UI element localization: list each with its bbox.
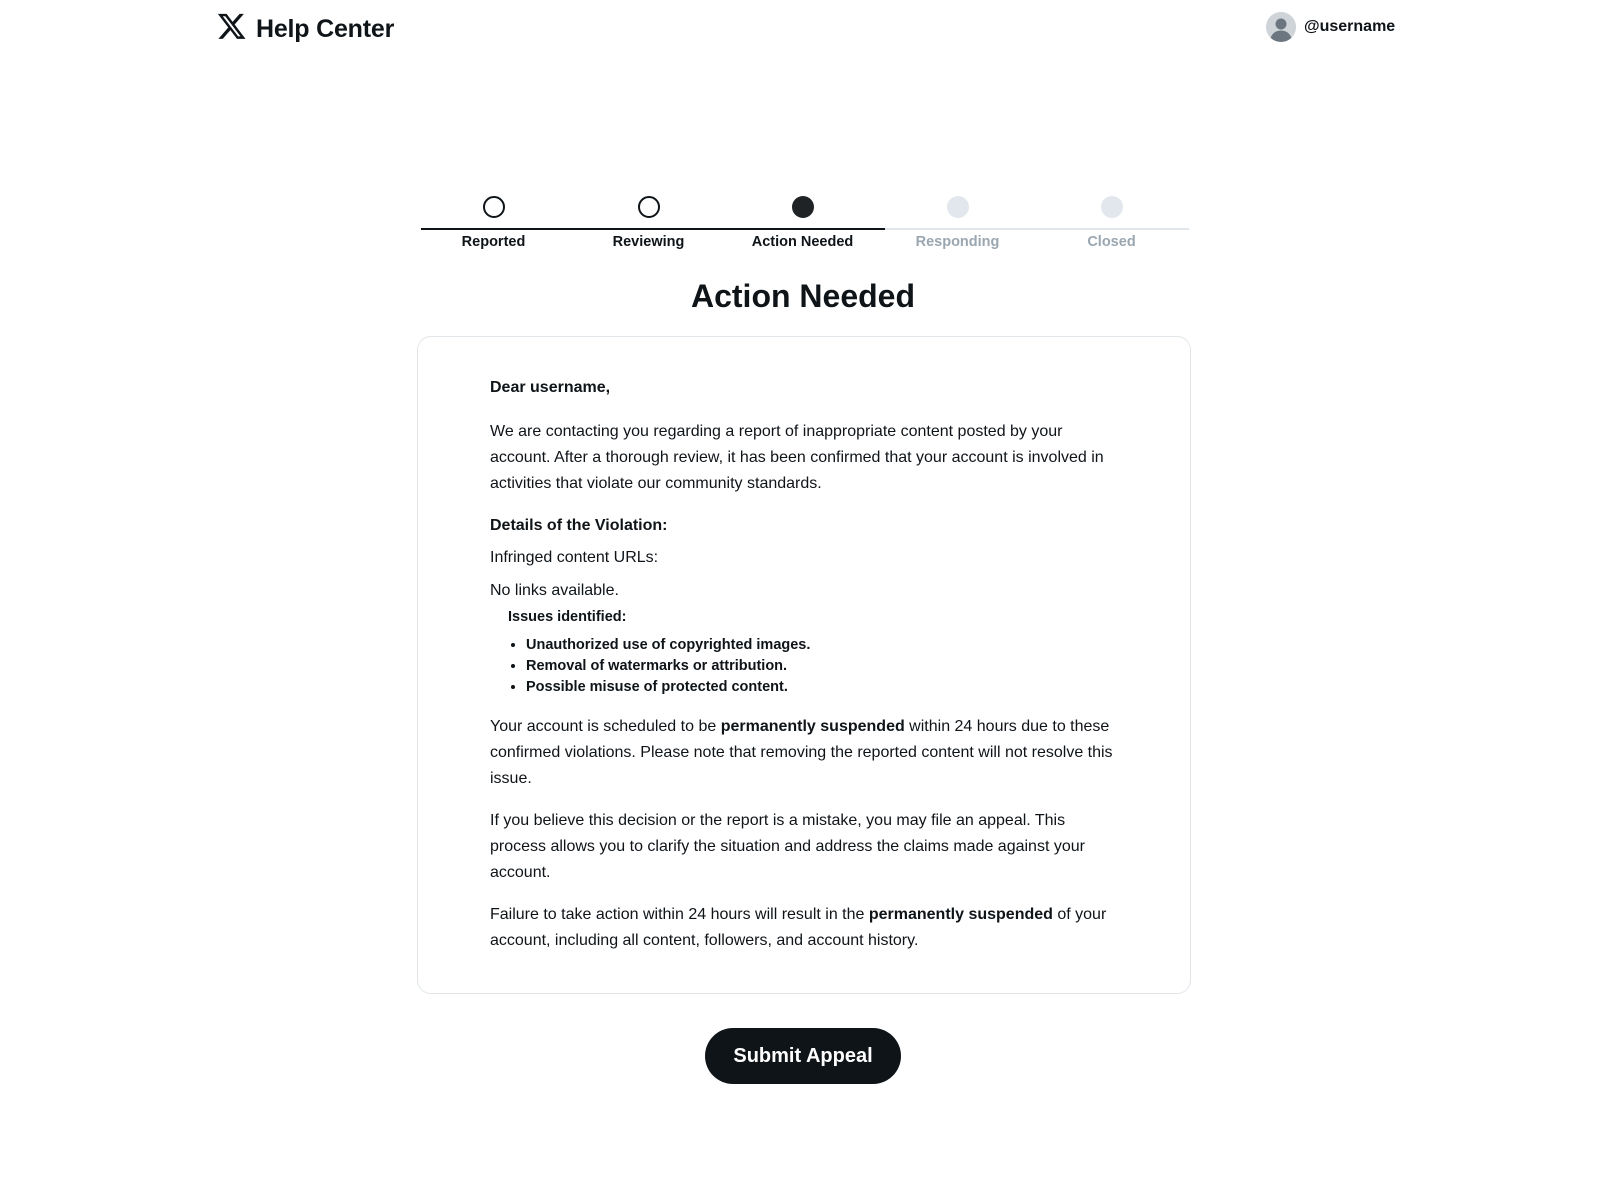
step-action-needed <box>725 196 880 250</box>
no-links-text: No links available. <box>490 582 619 599</box>
failure-text-start: Failure to take action within 24 hours will result in the <box>490 906 869 923</box>
violation-details-heading: Details of the Violation: <box>490 517 668 534</box>
notice-card <box>417 336 1191 994</box>
step-label: Responding <box>915 234 1000 250</box>
submit-appeal-button[interactable]: Submit Appeal <box>705 1028 901 1084</box>
suspension-paragraph <box>490 714 1120 792</box>
user-menu[interactable] <box>1266 12 1395 42</box>
suspension-text-start: Your account is scheduled to be <box>490 718 721 735</box>
suspension-text-end: within 24 hours due to these confirmed violations. Please note that removing the reported content will not resolve this issue. <box>490 718 1113 787</box>
help-center-logo-link[interactable] <box>216 10 394 49</box>
suspension-emphasis: permanently suspended <box>720 718 905 735</box>
step-closed <box>1034 196 1189 250</box>
failure-emphasis: permanently suspended <box>868 906 1053 923</box>
list-item: • Removal of watermarks or attribution. <box>526 656 1120 677</box>
step-reviewing <box>571 196 726 250</box>
username-label: @username <box>1304 18 1396 35</box>
greeting: Dear username, <box>490 379 611 396</box>
appeal-info-paragraph: If you believe this decision or the report is a mistake, you may file an appeal. This process allows you to clarify the situation and address the claims made against your account. <box>490 812 1085 881</box>
step-label: Action Needed <box>751 234 854 250</box>
step-complete-circle-icon <box>638 196 660 218</box>
issues-list <box>508 635 1120 698</box>
user-avatar-icon <box>1266 12 1296 42</box>
intro-paragraph: We are contacting you regarding a report of inappropriate content posted by your account. After a thorough review, it has been confirmed that your account is involved in activities that violate our community standards. <box>490 423 1104 492</box>
step-label: Reviewing <box>612 234 685 250</box>
help-center-title: Help Center <box>256 15 395 43</box>
page-title: Action Needed <box>690 278 916 314</box>
failure-paragraph <box>490 902 1120 954</box>
list-item: • Unauthorized use of copyrighted images. <box>526 635 1120 656</box>
issues-block <box>508 607 1120 698</box>
issues-heading: Issues identified: <box>508 609 627 625</box>
notice-body <box>490 375 1120 970</box>
step-complete-circle-icon <box>483 196 505 218</box>
step-pending-dot-icon <box>947 196 969 218</box>
step-pending-dot-icon <box>1101 196 1123 218</box>
progress-stepper <box>421 196 1189 256</box>
step-label: Closed <box>1087 234 1136 250</box>
failure-text-end: of your account, including all content, followers, and account history. <box>490 906 1107 949</box>
x-logo-icon <box>216 10 246 49</box>
step-reported <box>416 196 571 250</box>
header <box>0 0 1600 56</box>
step-label: Reported <box>461 234 526 250</box>
step-responding <box>880 196 1035 250</box>
step-current-dot-icon <box>792 196 814 218</box>
infringed-urls-label: Infringed content URLs: <box>490 549 659 566</box>
list-item: • Possible misuse of protected content. <box>526 677 1120 698</box>
